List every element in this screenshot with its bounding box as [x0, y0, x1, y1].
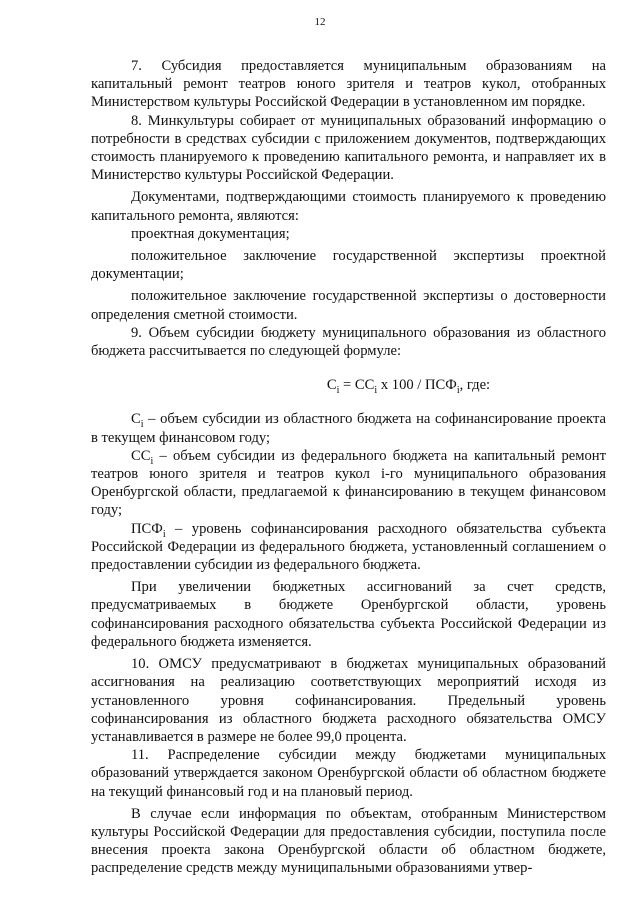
formula-mid: х 100 / ПСФ	[377, 377, 457, 394]
formula-lhs-sub: i	[336, 385, 340, 397]
formula-cc-sub: i	[374, 385, 378, 397]
symbol-psfi: ПСФ	[131, 520, 163, 537]
document-body	[91, 57, 606, 878]
paragraph-8: 8. Минкультуры собирает от муниципальных образований информацию о потребности в средствах субсидии с приложением документов, подтверждающих стоимость планируемого к проведению капитального ремонта, и направляет их в Министерство культуры Российской Федерации.	[91, 112, 606, 184]
documents-intro: Документами, подтверждающими стоимость планируемого к проведению капитального ремонта, являются:	[91, 189, 606, 224]
paragraph-9: 9. Объем субсидии бюджету муниципального образования из областного бюджета рассчитывается по следующей формуле:	[91, 324, 606, 360]
subsidy-formula	[91, 376, 606, 397]
paragraph-increase: При увеличении бюджетных ассигнований за счет средств, предусматриваемых в бюджете Оренбургской области, уровень софинансирования расходного обязательства субъекта Российской Федерации из федерального бюджета изменяется.	[91, 579, 606, 650]
formula-tail: , где:	[459, 377, 491, 394]
definition-cci-text: – объем субсидии из федерального бюджета на капитальный ремонт театров юного зрителя и театров кукол i-го муниципального образования Оренбургской области, предлагаемой к финансированию в текущем финансовом году;	[91, 447, 606, 519]
symbol-cci: СС	[131, 447, 151, 464]
symbol-ci: С	[131, 411, 141, 428]
definition-ci-text: – объем субсидии из областного бюджета на софинансирование проекта в текущем финансовом году;	[91, 411, 606, 446]
definition-cci	[91, 447, 606, 520]
page-number: 12	[314, 16, 326, 28]
definition-psfi-text: – уровень софинансирования расходного обязательства субъекта Российской Федерации из федерального бюджета, установленный соглашением о предоставлении субсидии из федерального бюджета.	[91, 520, 607, 574]
formula-lhs: C	[326, 377, 337, 394]
symbol-ci-sub: i	[140, 419, 144, 431]
definition-ci	[91, 410, 606, 446]
documents-item-3: положительное заключение государственной экспертизы о достоверности определения сметной стоимости.	[91, 288, 606, 323]
documents-item-1: проектная документация;	[131, 225, 290, 242]
paragraph-7: 7. Субсидия предоставляется муниципальным образованиям на капитальный ремонт театров юного зрителя и театров кукол, отобранных Министерством культуры Российской Федерации в установленном им порядке.	[91, 58, 606, 111]
paragraph-last: В случае если информация по объектам, отобранным Министерством культуры Российской Федерации для предоставления субсидии, поступила после внесения проекта закона Оренбургской области об областном бюджете, распределение средств между муниципальными образованиями утвер-	[91, 805, 606, 877]
formula-psf-sub: i	[456, 385, 460, 397]
documents-item-2: положительное заключение государственной экспертизы проектной документации;	[91, 248, 606, 283]
paragraph-11: 11. Распределение субсидии между бюджетами муниципальных образований утверждается законом Оренбургской области об областном бюджете на текущий финансовый год и на плановый период.	[91, 747, 606, 800]
definition-psfi	[91, 520, 606, 575]
paragraph-10: 10. ОМСУ предусматривают в бюджетах муниципальных образований ассигнования на реализацию соответствующих мероприятий исходя из установленного уровня софинансирования. Предельный уровень софинансирования из областного бюджета расходного обязательства ОМСУ устанавливается в размере не более 99,0 процента.	[91, 656, 606, 745]
symbol-psfi-sub: i	[162, 528, 166, 540]
formula-eq: = СС	[339, 377, 375, 394]
symbol-cci-sub: i	[150, 455, 154, 467]
